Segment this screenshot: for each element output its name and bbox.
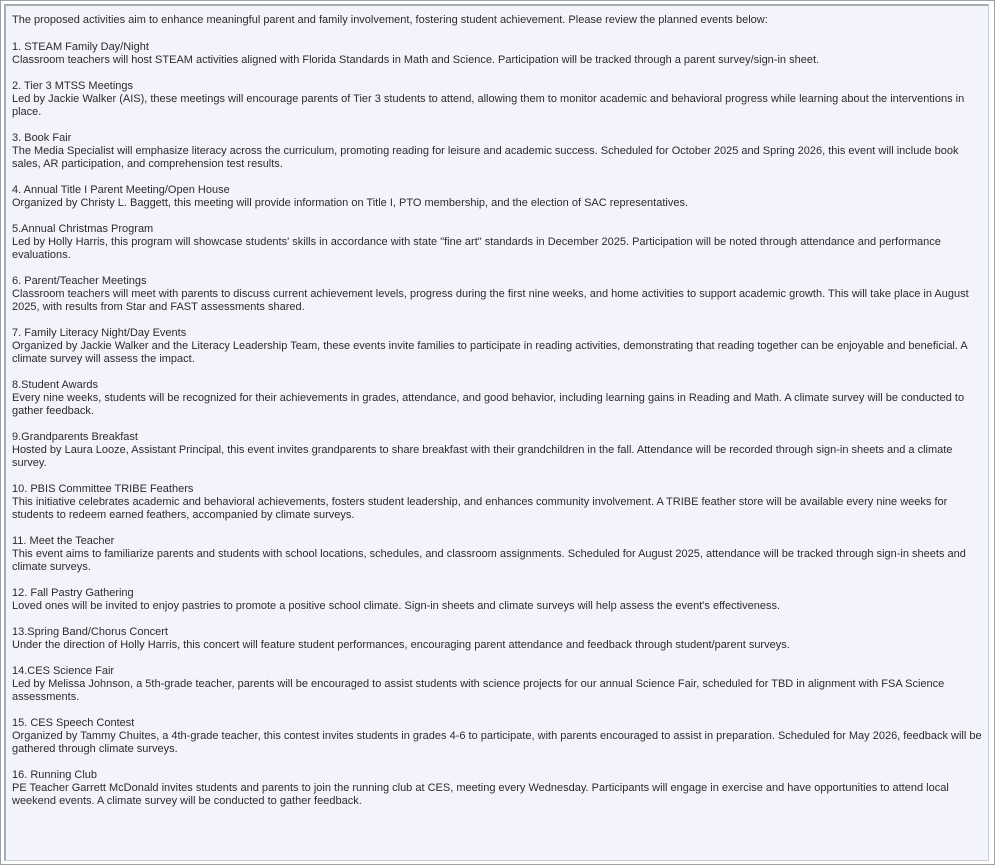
activity-description: Classroom teachers will meet with parents to discuss current achievement levels, progress during the first nine weeks, and home activities to support academic growth. This will take place in August 2025, with results from Star and FAST assessments shared.	[12, 288, 972, 313]
activity-description: Organized by Tammy Chuites, a 4th-grade teacher, this contest invites students in grades 4-6 to participate, with parents encouraged to assist in preparation. Scheduled for May 2026, feedback will be gathered through climate surveys.	[12, 730, 985, 755]
list-item	[12, 275, 982, 314]
activity-description: Under the direction of Holly Harris, this concert will feature student performances, encouraging parent attendance and feedback through student/parent surveys.	[12, 639, 790, 651]
activity-list	[12, 41, 985, 808]
activity-title: 2. Tier 3 MTSS Meetings	[12, 80, 134, 92]
intro-text: The proposed activities aim to enhance meaningful parent and family involvement, fostering student achievement. Please review the planned events below:	[12, 14, 768, 26]
activity-description: Hosted by Laura Looze, Assistant Principal, this event invites grandparents to share breakfast with their grandchildren in the fall. Attendance will be recorded through sign-in sheets and a climate survey.	[12, 444, 956, 469]
activity-description: Organized by Christy L. Baggett, this meeting will provide information on Title I, PTO membership, and the election of SAC representatives.	[12, 197, 689, 209]
activity-title: 11. Meet the Teacher	[12, 535, 115, 547]
activity-title: 9.Grandparents Breakfast	[12, 431, 138, 443]
activity-title: 16. Running Club	[12, 769, 98, 781]
list-item	[12, 327, 982, 366]
list-item	[12, 483, 982, 522]
activity-description: PE Teacher Garrett McDonald invites students and parents to join the running club at CES, meeting every Wednesday. Participants will engage in exercise and have opportunities to attend local weekend events. A climate survey will be conducted to gather feedback.	[12, 782, 952, 807]
activity-title: 5.Annual Christmas Program	[12, 223, 154, 235]
list-item	[12, 717, 985, 756]
activity-title: 7. Family Literacy Night/Day Events	[12, 327, 187, 339]
list-item	[12, 587, 982, 613]
activity-title: 1. STEAM Family Day/Night	[12, 41, 149, 53]
activity-title: 3. Book Fair	[12, 132, 72, 144]
activity-title: 4. Annual Title I Parent Meeting/Open House	[12, 184, 230, 196]
activity-title: 10. PBIS Committee TRIBE Feathers	[12, 483, 194, 495]
list-item	[12, 431, 982, 470]
list-item	[12, 80, 982, 119]
activity-description: This event aims to familiarize parents and students with school locations, schedules, and classroom assignments. Scheduled for August 2025, attendance will be tracked through sign-in sheets and climate surveys.	[12, 548, 969, 573]
list-item	[12, 132, 982, 171]
activity-title: 8.Student Awards	[12, 379, 99, 391]
activity-description: Led by Holly Harris, this program will showcase students' skills in accordance with state "fine art" standards in December 2025. Participation will be noted through attendance and performance evaluations.	[12, 236, 944, 261]
activities-text-area[interactable]	[4, 4, 989, 861]
list-item	[12, 184, 982, 210]
activity-description: Led by Melissa Johnson, a 5th-grade teacher, parents will be encouraged to assist students with science projects for our annual Science Fair, scheduled for TBD in alignment with FSA Science assessments.	[12, 678, 948, 703]
activity-title: 13.Spring Band/Chorus Concert	[12, 626, 168, 638]
activity-description: Loved ones will be invited to enjoy pastries to promote a positive school climate. Sign-in sheets and climate surveys will help assess the event's effectiveness.	[12, 600, 781, 612]
activity-description: The Media Specialist will emphasize literacy across the curriculum, promoting reading for leisure and academic success. Scheduled for October 2025 and Spring 2026, this event will include book sales, AR participation, and comprehension test results.	[12, 145, 962, 170]
list-item	[12, 223, 982, 262]
list-item	[12, 665, 982, 704]
activity-title: 15. CES Speech Contest	[12, 717, 135, 729]
activity-description: Classroom teachers will host STEAM activities aligned with Florida Standards in Math and Science. Participation will be tracked through a parent survey/sign-in sheet.	[12, 54, 820, 66]
activity-description: Every nine weeks, students will be recognized for their achievements in grades, attendance, and good behavior, including learning gains in Reading and Math. A climate survey will be conducted to gather feedback.	[12, 392, 968, 417]
activity-title: 14.CES Science Fair	[12, 665, 115, 677]
activity-title: 12. Fall Pastry Gathering	[12, 587, 134, 599]
list-item	[12, 626, 982, 652]
list-item	[12, 41, 982, 67]
list-item	[12, 769, 982, 808]
activity-title: 6. Parent/Teacher Meetings	[12, 275, 147, 287]
activity-description: Led by Jackie Walker (AIS), these meetings will encourage parents of Tier 3 students to attend, allowing them to monitor academic and behavioral progress while learning about the interventions in place.	[12, 93, 968, 118]
activity-description: This initiative celebrates academic and behavioral achievements, fosters student leadership, and enhances community involvement. A TRIBE feather store will be available every nine weeks for students to redeem earned feathers, accompanied by climate surveys.	[12, 496, 951, 521]
list-item	[12, 535, 982, 574]
list-item	[12, 379, 982, 418]
activity-description: Organized by Jackie Walker and the Literacy Leadership Team, these events invite families to participate in reading activities, demonstrating that reading together can be enjoyable and beneficial. A climate survey will assess the impact.	[12, 340, 971, 365]
